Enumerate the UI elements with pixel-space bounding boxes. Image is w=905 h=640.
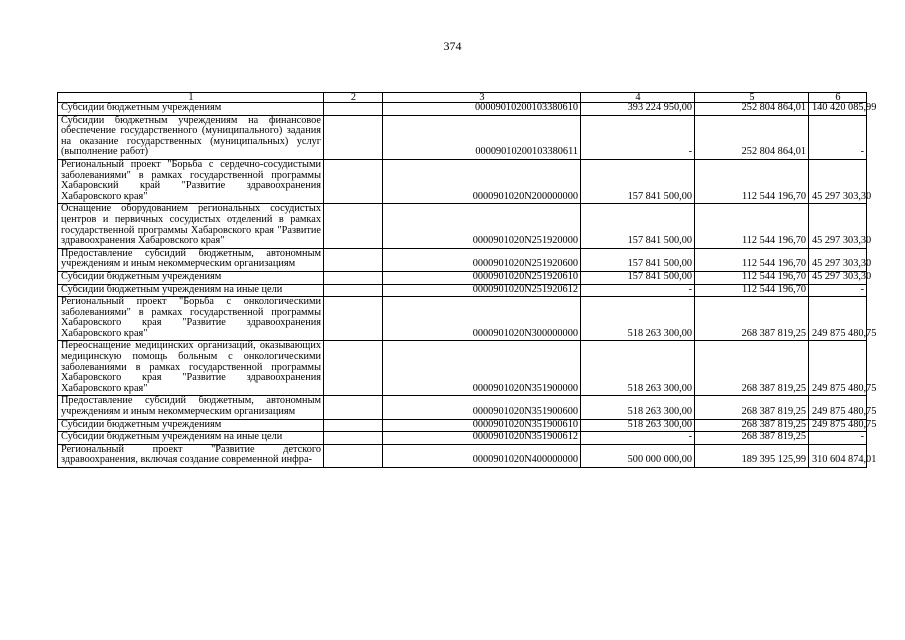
table-row	[58, 204, 867, 248]
table-row	[58, 159, 867, 203]
row-value-5-cell: 268 387 819,25	[695, 396, 809, 419]
row-col2-cell	[324, 341, 383, 396]
table-row	[58, 248, 867, 271]
column-header-6: 6	[809, 93, 867, 103]
row-value-4-cell: 157 841 500,00	[581, 159, 695, 203]
table-row	[58, 271, 867, 284]
row-name-cell: Предоставление субсидий бюджетным, автономным учреждениям и иным некоммерческим организациям	[58, 396, 324, 419]
column-header-3: 3	[383, 93, 581, 103]
row-value-5-cell: 112 544 196,70	[695, 271, 809, 284]
row-col2-cell	[324, 284, 383, 297]
row-code-cell: 0000901020N351900600	[383, 396, 581, 419]
row-code-cell: 0000901020N400000000	[383, 444, 581, 467]
row-value-6-cell: 45 297 303,30	[809, 248, 867, 271]
row-value-4-cell: 393 224 950,00	[581, 103, 695, 116]
row-value-6-cell: 249 875 480,75	[809, 419, 867, 432]
row-value-4-cell: 518 263 300,00	[581, 297, 695, 341]
table-row	[58, 103, 867, 116]
row-name-cell: Субсидии бюджетным учреждениям на иные цели	[58, 284, 324, 297]
row-col2-cell	[324, 204, 383, 248]
row-code-cell: 0000901020N300000000	[383, 297, 581, 341]
row-value-6-cell: 249 875 480,75	[809, 297, 867, 341]
row-value-6-cell: 45 297 303,30	[809, 204, 867, 248]
row-value-4-cell: 518 263 300,00	[581, 341, 695, 396]
row-value-4-cell: 518 263 300,00	[581, 419, 695, 432]
row-code-cell: 0000901020N200000000	[383, 159, 581, 203]
table-row	[58, 341, 867, 396]
row-name-cell: Региональный проект "Борьба с онкологическими заболеваниями" в рамках государственной программы Хабаровского края "Развитие здравоохранения Хабаровского края"	[58, 297, 324, 341]
row-col2-cell	[324, 115, 383, 159]
row-name-cell: Предоставление субсидий бюджетным, автономным учреждениям и иным некоммерческим организациям	[58, 248, 324, 271]
row-value-6-cell: -	[809, 432, 867, 445]
page-number: 374	[443, 39, 462, 53]
row-value-4-cell: -	[581, 284, 695, 297]
row-code-cell: 0000901020N351900612	[383, 432, 581, 445]
row-value-4-cell: -	[581, 432, 695, 445]
row-value-5-cell: 268 387 819,25	[695, 432, 809, 445]
budget-table	[57, 92, 877, 468]
row-value-5-cell: 112 544 196,70	[695, 159, 809, 203]
row-col2-cell	[324, 432, 383, 445]
row-value-4-cell: 500 000 000,00	[581, 444, 695, 467]
row-name-cell: Субсидии бюджетным учреждениям на финансовое обеспечение государственного (муниципального) задания на оказание государственных (муниципальных) услуг (выполнение работ)	[58, 115, 324, 159]
row-code-cell: 0000901020N251920000	[383, 204, 581, 248]
row-value-4-cell: -	[581, 115, 695, 159]
row-col2-cell	[324, 271, 383, 284]
row-value-6-cell: 249 875 480,75	[809, 341, 867, 396]
table-row	[58, 284, 867, 297]
row-value-4-cell: 157 841 500,00	[581, 204, 695, 248]
row-value-4-cell: 518 263 300,00	[581, 396, 695, 419]
table-row	[58, 396, 867, 419]
row-value-6-cell: 140 420 085,99	[809, 103, 867, 116]
row-value-5-cell: 268 387 819,25	[695, 419, 809, 432]
row-value-4-cell: 157 841 500,00	[581, 271, 695, 284]
row-name-cell: Субсидии бюджетным учреждениям	[58, 419, 324, 432]
row-name-cell: Переоснащение медицинских организаций, оказывающих медицинскую помощь больным с онкологическими заболеваниями в рамках государственной программы Хабаровского края "Развитие здравоохранения Хабаровского края"	[58, 341, 324, 396]
row-col2-cell	[324, 297, 383, 341]
table-row	[58, 432, 867, 445]
row-value-6-cell: 45 297 303,30	[809, 271, 867, 284]
row-col2-cell	[324, 248, 383, 271]
row-value-5-cell: 112 544 196,70	[695, 284, 809, 297]
table-row	[58, 419, 867, 432]
row-name-cell: Субсидии бюджетным учреждениям	[58, 271, 324, 284]
row-code-cell: 00009010200103380611	[383, 115, 581, 159]
row-value-5-cell: 268 387 819,25	[695, 341, 809, 396]
row-name-cell: Региональный проект "Борьба с сердечно-сосудистыми заболеваниями" в рамках государственной программы Хабаровский край "Развитие здравоохранения Хабаровского края"	[58, 159, 324, 203]
row-col2-cell	[324, 444, 383, 467]
row-value-5-cell: 112 544 196,70	[695, 248, 809, 271]
table-row	[58, 444, 867, 467]
row-name-cell: Субсидии бюджетным учреждениям на иные цели	[58, 432, 324, 445]
row-value-4-cell: 157 841 500,00	[581, 248, 695, 271]
table-header-row	[58, 93, 867, 103]
table-row	[58, 297, 867, 341]
table-body	[58, 102, 877, 468]
row-code-cell: 00009010200103380610	[383, 103, 581, 116]
row-value-6-cell: -	[809, 284, 867, 297]
row-col2-cell	[324, 419, 383, 432]
row-col2-cell	[324, 396, 383, 419]
row-col2-cell	[324, 159, 383, 203]
row-code-cell: 0000901020N251920600	[383, 248, 581, 271]
row-code-cell: 0000901020N351900000	[383, 341, 581, 396]
column-header-4: 4	[581, 93, 695, 103]
row-value-6-cell: -	[809, 115, 867, 159]
column-header-2: 2	[324, 93, 383, 103]
row-col2-cell	[324, 103, 383, 116]
column-header-5: 5	[695, 93, 809, 103]
row-value-5-cell: 112 544 196,70	[695, 204, 809, 248]
row-value-6-cell: 310 604 874,01	[809, 444, 867, 467]
row-value-5-cell: 252 804 864,01	[695, 115, 809, 159]
row-value-5-cell: 268 387 819,25	[695, 297, 809, 341]
row-value-5-cell: 189 395 125,99	[695, 444, 809, 467]
row-code-cell: 0000901020N251920610	[383, 271, 581, 284]
row-name-cell: Субсидии бюджетным учреждениям	[58, 103, 324, 116]
row-name-cell: Оснащение оборудованием региональных сосудистых центров и первичных сосудистых отделений в рамках государственной программы Хабаровского края "Развитие здравоохранения Хабаровского края"	[58, 204, 324, 248]
row-code-cell: 0000901020N351900610	[383, 419, 581, 432]
row-value-6-cell: 45 297 303,30	[809, 159, 867, 203]
row-value-6-cell: 249 875 480,75	[809, 396, 867, 419]
row-name-cell: Региональный проект "Развитие детского здравоохранения, включая создание современной инфра-	[58, 444, 324, 467]
table-row	[58, 115, 867, 159]
column-header-1: 1	[58, 93, 324, 103]
row-code-cell: 0000901020N251920612	[383, 284, 581, 297]
row-value-5-cell: 252 804 864,01	[695, 103, 809, 116]
